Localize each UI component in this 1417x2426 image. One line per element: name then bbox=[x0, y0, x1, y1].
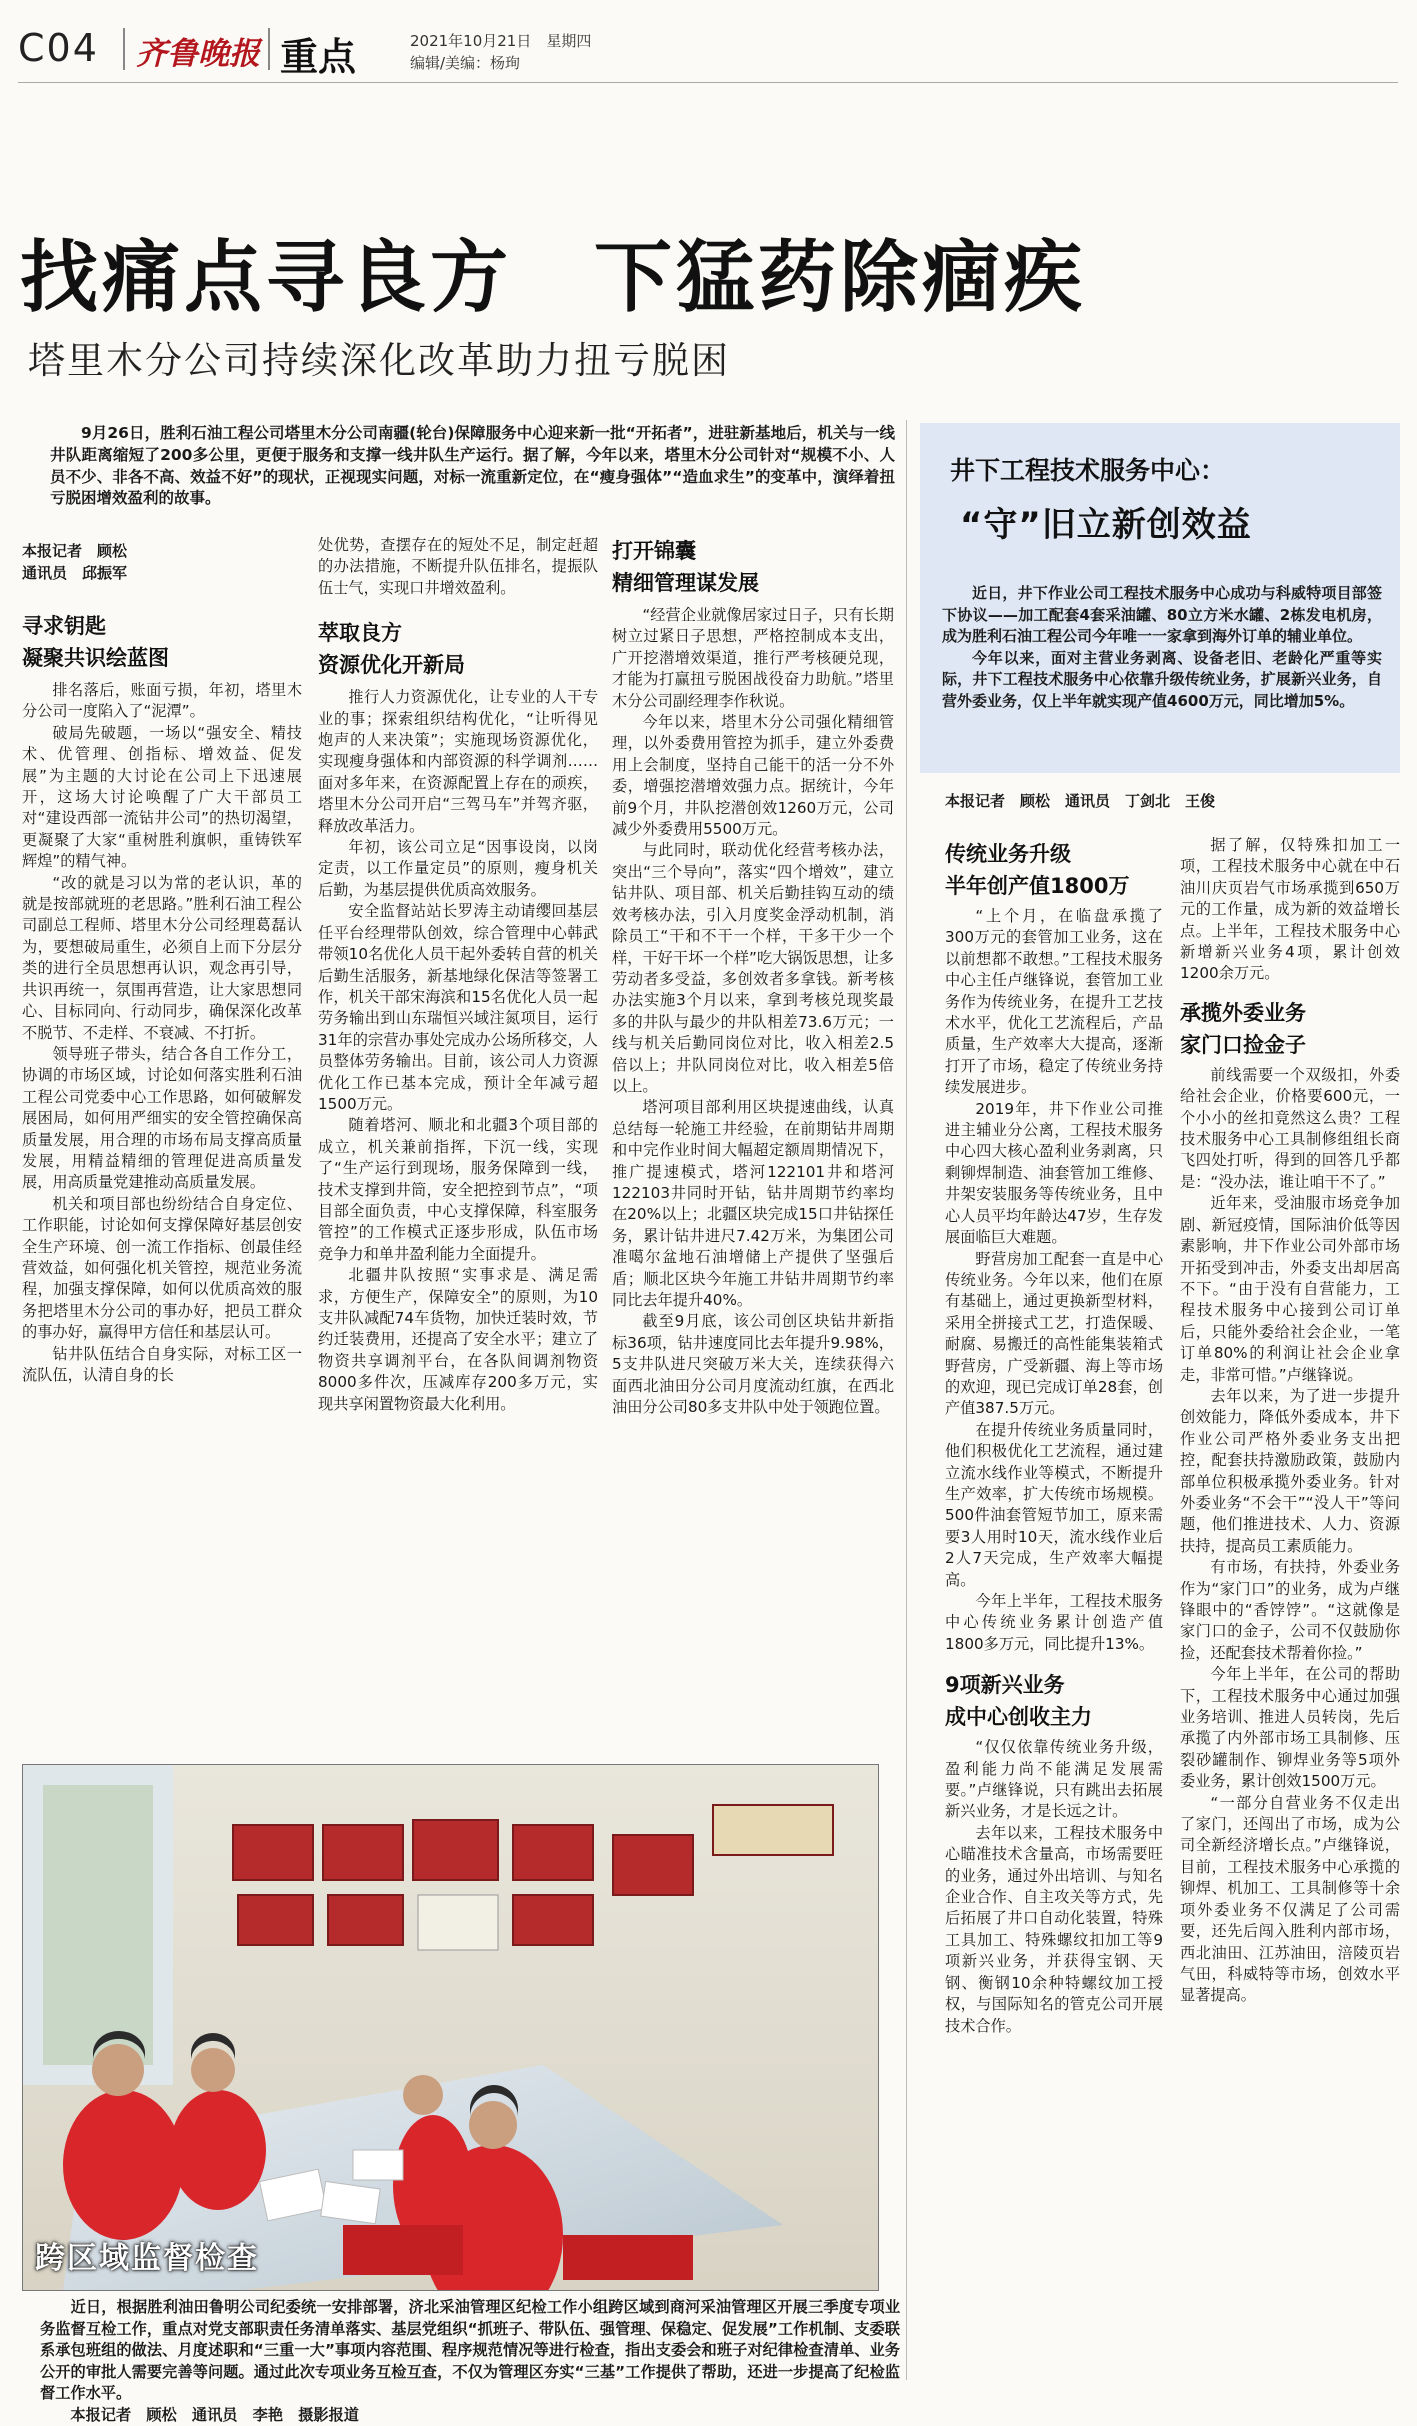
paragraph: 塔河项目部利用区块提速曲线，认真总结每一轮施工井经验，在前期钻井周期和中完作业时间大幅超定额周期情况下，推广提速模式，塔河122101井和塔河122103井同时开钻，钻井周期节约率均在20%以上；北疆区块完成15口井钻探任务，累计钻井进尺7.42万米，为集团公司准噶尔盆地石油增储上产提供了坚强后盾；顺北区块今年施工井钻井周期节约率同比去年提升40%。 bbox=[612, 1097, 894, 1311]
issue-date: 2021年10月21日 星期四 bbox=[410, 30, 591, 52]
section-title: 重点 bbox=[280, 26, 356, 81]
news-photo bbox=[22, 1764, 879, 2291]
paragraph: 随着塔河、顺北和北疆3个项目部的成立，机关兼前指挥，下沉一线，实现了“生产运行到现场，服务保障到一线，技术支撑到井筒，安全把控到节点”，“项目部全面负责，中心支撑保障，科室服务管控”的工作模式正逐步形成，队伍市场竞争力和单井盈利能力全面提升。 bbox=[318, 1115, 598, 1265]
sidebar-column-b bbox=[1180, 835, 1400, 2007]
paragraph: 近年来，受油服市场竞争加剧、新冠疫情，国际油价低等因素影响，井下作业公司外部市场开拓受到冲击，外委支出却居高不下。“由于没有自营能力，工程技术服务中心接到公司订单后，只能外委给社会企业，一笔订单80%的利润让社会企业拿走，非常可惜。”卢继锋说。 bbox=[1180, 1193, 1400, 1386]
lead-text: 9月26日，胜利石油工程公司塔里木分公司南疆(轮台)保障服务中心迎来新一批“开拓者”，进驻新基地后，机关与一线井队距离缩短了200多公里，更便于服务和支撑一线井队生产运行。据了解，今年以来，塔里木分公司针对“规模不小、人员不少、非各不高、效益不好”的现状，正视现实问题，对标一流重新定位，在“瘦身强体”“造血求生”的变革中，演绎着扭亏脱困增效盈利的故事。 bbox=[50, 424, 895, 507]
header-rule bbox=[18, 82, 1398, 83]
paragraph: 2019年，井下作业公司推进主辅业分公离，工程技术服务中心四大核心盈利业务剥离，只剩铆焊制造、油套管加工维修、井架安装服务等传统业务，且中心人员平均年龄达47岁，生存发展面临巨大难题。 bbox=[945, 1099, 1163, 1249]
section-subheading: 成中心创收主力 bbox=[945, 1701, 1163, 1733]
paragraph: 去年以来，为了进一步提升创效能力，降低外委成本，井下作业公司严格外委业务支出把控，配套扶持激励政策，鼓励内部单位积极承揽外委业务。针对外委业务“不会干”“没人干”等问题，他们推进技术、人力、资源扶持，提高员工素质能力。 bbox=[1180, 1386, 1400, 1557]
paragraph: “上个月，在临盘承揽了300万元的套管加工业务，这在以前想都不敢想。”工程技术服务中心主任卢继锋说，套管加工业务作为传统业务，在提升工艺技术水平，优化工艺流程后，产品质量，生产效率大大提高，逐渐打开了市场，稳定了传统业务持续发展进步。 bbox=[945, 906, 1163, 1099]
byline-reporter: 本报记者 顾松 bbox=[22, 540, 302, 562]
article-title: “守”旧立新创效益 bbox=[960, 497, 1252, 546]
page-number: C04 bbox=[18, 26, 99, 70]
page-header bbox=[18, 18, 1398, 78]
paragraph: 安全监督站站长罗涛主动请缨回基层任平台经理带队创效，综合管理中心韩武带领10名优化人员干起外委转自营的机关后勤生活服务，新基地绿化保洁等签署工作，机关干部宋海滨和15名优化人员一起劳务输出到山东瑞恒兴域注氮项目，运行31年的宗营办事处完成办公场所移交，人员整体劳务输出。目前，该公司人力资源优化工作已基本完成，预计全年减亏超1500万元。 bbox=[318, 901, 598, 1115]
column-body bbox=[318, 687, 598, 1415]
caption-text bbox=[40, 2297, 900, 2405]
section-subheading: 凝聚共识绘蓝图 bbox=[22, 642, 302, 674]
paragraph: 破局先破题，一场以“强安全、精技术、优管理、创指标、增效益、促发展”为主题的大讨论在公司上下迅速展开，这场大讨论唤醒了广大干部员工对“建设西部一流钻井公司”的热切渴望，更凝聚了大家“重树胜利旗帜，重铸铁军辉煌”的精气神。 bbox=[22, 723, 302, 873]
article-lead bbox=[942, 583, 1382, 713]
column-body bbox=[945, 906, 1163, 1655]
sub-headline: 塔里木分公司持续深化改革助力扭亏脱困 bbox=[28, 330, 730, 384]
paragraph: 推行人力资源优化，让专业的人干专业的事；探索组织结构优化，“让听得见炮声的人来决策”；实施现场资源优化，实现瘦身强体和内部资源的科学调剂……面对多年来，在资源配置上存在的顽疾，塔里木分公司开启“三驾马车”并驾齐驱，释放改革活力。 bbox=[318, 687, 598, 837]
sidebar-article-header bbox=[920, 423, 1400, 773]
paragraph: “改的就是习以为常的老认识，革的就是按部就班的老思路。”胜利石油工程公司副总工程师、塔里木分公司经理葛磊认为，要想破局重生，必须自上而下分层分类的进行全员思想再认识，观念再引导，共识再统一，氛围再营造，让大家思想同心、目标同向、行动同步，确保深化改革不脱节、不走样、不衰减、不打折。 bbox=[22, 873, 302, 1044]
editor-credit: 编辑/美编：杨珣 bbox=[410, 52, 591, 74]
article-subtitle: 井下工程技术服务中心： bbox=[950, 451, 1225, 487]
article-column-3 bbox=[612, 535, 894, 1418]
paragraph: 处优势，查摆存在的短处不足，制定赶超的办法措施，不断提升队伍排名，提振队伍士气，实现口井增效盈利。 bbox=[318, 535, 598, 599]
column-divider bbox=[906, 420, 907, 2380]
section-subheading: 精细管理谋发展 bbox=[612, 567, 894, 599]
paragraph: 与此同时，联动优化经营考核办法，突出“三个导向”，落实“四个增效”，建立钻井队、项目部、机关后勤挂钩互动的绩效考核办法，引入月度奖金浮动机制，消除员工“干和不干一个样，干多干少一个样，干好干坏一个样”吃大锅饭思想，让多劳动者多受益，多创效者多拿钱。新考核办法实施3个月以来，拿到考核兑现奖最多的井队与最少的井队相差73.6万元；一线与机关后勤同岗位对比，收入相差2.5倍以上；井队同岗位对比，收入相差5倍以上。 bbox=[612, 840, 894, 1097]
divider bbox=[268, 28, 270, 70]
column-body bbox=[612, 605, 894, 1418]
paragraph: 年初，该公司立足“因事设岗，以岗定责，以工作量定员”的原则，瘦身机关后勤，为基层提供优质高效服务。 bbox=[318, 837, 598, 901]
paragraph: 去年以来，工程技术服务中心瞄准技术含量高，市场需要旺的业务，通过外出培训、与知名企业合作、自主攻关等方式，先后拓展了井口自动化装置，特殊工具加工、特殊螺纹扣加工等9项新兴业务，并获得宝钢、天钢、衡钢10余种特螺纹加工授权，与国际知名的管克公司开展技术合作。 bbox=[945, 1823, 1163, 2037]
section-heading: 打开锦囊 bbox=[612, 535, 894, 567]
section-heading: 萃取良方 bbox=[318, 617, 598, 649]
main-headline: 找痛点寻良方 下猛药除痼疾 bbox=[20, 215, 1400, 327]
paragraph: 今年上半年，在公司的帮助下，工程技术服务中心通过加强业务培训、推进人员转岗，先后承揽了内外部市场工具制修、压裂砂罐制作、铆焊业务等5项外委业务，累计创效1500万元。 bbox=[1180, 1664, 1400, 1792]
masthead-logo: 齐鲁晚报 bbox=[136, 28, 260, 73]
article-lead bbox=[50, 423, 895, 510]
column-body bbox=[318, 535, 598, 599]
photo-overlay-title: 跨区域监督检查 bbox=[35, 2233, 259, 2277]
paragraph: 今年以来，面对主营业务剥离、设备老旧、老龄化严重等实际，井下工程技术服务中心依靠升级传统业务，扩展新兴业务，自营外委业务，仅上半年就实现产值4600万元，同比增加5%。 bbox=[942, 648, 1382, 713]
sidebar-column-a bbox=[945, 838, 1163, 2037]
photo-caption bbox=[40, 2297, 900, 2426]
paragraph: 截至9月底，该公司创区块钻井新指标36项，钻井速度同比去年提升9.98%，5支井队进尺突破万米大关，连续获得六面西北油田分公司月度流动红旗，在西北油田分公司80多支井队中处于领跑位置。 bbox=[612, 1311, 894, 1418]
section-subheading: 半年创产值1800万 bbox=[945, 870, 1163, 902]
paragraph: 北疆井队按照“实事求是、满足需求，方便生产，保障安全”的原则，为10支井队减配74车货物，加快迁装时效，节约迁装费用，还提高了安全水平；建立了物资共享调剂平台，在各队间调剂物资8000多件次，压减库存200多万元，实现共享闲置物资最大化利用。 bbox=[318, 1265, 598, 1415]
paragraph: “仅仅依靠传统业务升级，盈利能力尚不能满足发展需要。”卢继锋说，只有跳出去拓展新兴业务，才是长远之计。 bbox=[945, 1737, 1163, 1823]
paragraph: 据了解，仅特殊扣加工一项，工程技术服务中心就在中石油川庆页岩气市场承揽到650万元的工作量，成为新的效益增长点。上半年，工程技术服务中心新增新兴业务4项，累计创效1200余万元。 bbox=[1180, 835, 1400, 985]
column-body bbox=[1180, 1065, 1400, 2007]
meeting-photo-illustration bbox=[23, 1765, 878, 2290]
paragraph: 前线需要一个双级扣，外委给社会企业，价格要600元，一个小小的丝扣竟然这么贵？工程技术服务中心工具制修组组长商飞四处打听，得到的回答几乎都是：“没办法，谁让咱干不了。” bbox=[1180, 1065, 1400, 1193]
column-body bbox=[22, 680, 302, 1386]
byline-correspondent: 通讯员 邱振军 bbox=[22, 562, 302, 584]
section-heading: 9项新兴业务 bbox=[945, 1669, 1163, 1701]
article-column-1 bbox=[22, 540, 302, 1386]
paragraph: 有市场，有扶持，外委业务作为“家门口”的业务，成为卢继锋眼中的“香饽饽”。“这就像是家门口的金子，公司不仅鼓励你捡，还配套技术帮着你捡。” bbox=[1180, 1557, 1400, 1664]
section-heading: 传统业务升级 bbox=[945, 838, 1163, 870]
divider bbox=[123, 28, 125, 70]
paragraph: 野营房加工配套一直是中心传统业务。今年以来，他们在原有基础上，通过更换新型材料，采用全拼接式工艺，打造保暖、耐腐、易搬迁的高性能集装箱式野营房，广受新疆、海上等市场的欢迎，现已完成订单28套，创产值387.5万元。 bbox=[945, 1249, 1163, 1420]
caption-body: 近日，根据胜利油田鲁明公司纪委统一安排部署，济北采油管理区纪检工作小组跨区域到商河采油管理区开展三季度专项业务监督互检工作，重点对党支部职责任务清单落实、基层党组织“抓班子、带队伍、强管理、保稳定、促发展”工作机制、支委联系承包班组的做法、月度述职和“三重一大”事项内容范围、程序规范情况等进行检查，指出支委会和班子对纪律检查清单、业务公开的审批人需要完善等问题。通过此次专项业务互检互查，不仅为管理区夯实“三基”工作提供了帮助，还进一步提高了纪检监督工作水平。 bbox=[40, 2298, 900, 2402]
section-heading: 承揽外委业务 bbox=[1180, 997, 1400, 1029]
column-body bbox=[945, 1737, 1163, 2037]
paragraph: 钻井队伍结合自身实际，对标工区一流队伍，认清自身的长 bbox=[22, 1344, 302, 1387]
paragraph: “经营企业就像居家过日子，只有长期树立过紧日子思想，严格控制成本支出，广开挖潜增效渠道，推行严考核硬兑现，才能为打赢扭亏脱困战役奋力助航。”塔里木分公司副经理李作秋说。 bbox=[612, 605, 894, 712]
paragraph: 领导班子带头，结合各自工作分工，协调的市场区域，讨论如何落实胜利石油工程公司党委中心工作思路，如何破解发展困局，如何用严细实的安全管控确保高质量发展，用合理的市场布局支撑高质量发展，用精益精细的管理促进高质量发展，用高质量党建推动高质量发展。 bbox=[22, 1044, 302, 1194]
section-subheading: 资源优化开新局 bbox=[318, 649, 598, 681]
column-body bbox=[1180, 835, 1400, 985]
paragraph: 在提升传统业务质量同时，他们积极优化工艺流程，通过建立流水线作业等模式，不断提升生产效率，扩大传统市场规模。500件油套管短节加工，原来需要3人用时10天，流水线作业后2人7天完成，生产效率大幅提高。 bbox=[945, 1420, 1163, 1591]
date-info bbox=[410, 30, 591, 74]
paragraph: 近日，井下作业公司工程技术服务中心成功与科威特项目部签下协议——加工配套4套采油罐、80立方米水罐、2栋发电机房，成为胜利石油工程公司今年唯一一家拿到海外订单的辅业单位。 bbox=[942, 583, 1382, 648]
paragraph: 排名落后，账面亏损，年初，塔里木分公司一度陷入了“泥潭”。 bbox=[22, 680, 302, 723]
paragraph: 机关和项目部也纷纷结合自身定位、工作职能，讨论如何支撑保障好基层创安全生产环境、创一流工作指标、创最佳经营效益，如何强化机关管控，规范业务流程，加强支撑保障，如何以优质高效的服务把塔里木分公司的事办好，把员工群众的事办好，赢得甲方信任和基层认可。 bbox=[22, 1194, 302, 1344]
paragraph: “一部分自营业务不仅走出了家门，还闯出了市场，成为公司全新经济增长点。”卢继锋说，目前，工程技术服务中心承揽的铆焊、机加工、工具制修等十余项外委业务不仅满足了公司需要，还先后闯入胜利内部市场，西北油田、江苏油田，涪陵页岩气田，科威特等市场，创效水平显著提高。 bbox=[1180, 1793, 1400, 2007]
section-subheading: 家门口捡金子 bbox=[1180, 1029, 1400, 1061]
section-heading: 寻求钥匙 bbox=[22, 610, 302, 642]
photo-credit: 本报记者 顾松 通讯员 李艳 摄影报道 bbox=[40, 2405, 900, 2426]
byline: 本报记者 顾松 通讯员 丁剑北 王俊 bbox=[945, 790, 1215, 812]
paragraph: 今年上半年，工程技术服务中心传统业务累计创造产值1800多万元，同比提升13%。 bbox=[945, 1591, 1163, 1655]
paragraph: 今年以来，塔里木分公司强化精细管理，以外委费用管控为抓手，建立外委费用上会制度，坚持自己能干的活一分不外委，增强挖潜增效强力点。据统计，今年前9个月，井队挖潜创效1260万元，公司减少外委费用5500万元。 bbox=[612, 712, 894, 840]
article-column-2 bbox=[318, 535, 598, 1415]
